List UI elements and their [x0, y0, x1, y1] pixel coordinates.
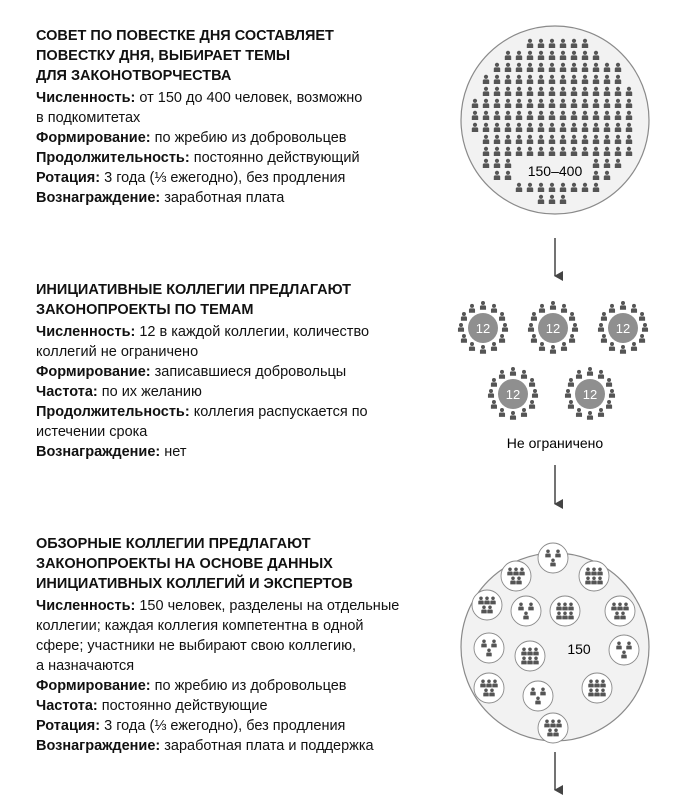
- panel-size-label: 12: [582, 387, 598, 402]
- person-icon: [598, 323, 604, 332]
- person-icon: [491, 304, 497, 313]
- row-reward: Вознаграждение: заработная плата и поддержка: [36, 738, 374, 754]
- person-icon: [499, 408, 505, 417]
- person-icon: [572, 323, 578, 332]
- person-icon: [568, 400, 574, 409]
- person-icon: [609, 304, 615, 313]
- person-icon: [561, 304, 567, 313]
- person-icon: [491, 378, 497, 387]
- row-size-cont: коллегии; каждая коллегия компетентна в одной: [36, 618, 364, 634]
- agenda-council-circle: [461, 26, 649, 214]
- person-icon: [601, 334, 607, 343]
- row-size-cont: в подкомитетах: [36, 110, 141, 126]
- person-icon: [510, 367, 516, 376]
- person-icon: [587, 367, 593, 376]
- row-formation: Формирование: записавшиеся добровольцы: [36, 364, 347, 380]
- person-icon: [642, 323, 648, 332]
- row-reward: Вознаграждение: заработная плата: [36, 190, 285, 206]
- row-frequency: Частота: постоянно действующие: [36, 698, 268, 714]
- person-icon: [606, 378, 612, 387]
- person-icon: [491, 400, 497, 409]
- row-size: Численность: 150 человек, разделены на отдельные: [36, 598, 400, 614]
- person-icon: [499, 370, 505, 379]
- initiative-caption: Не ограничено: [506, 435, 604, 451]
- row-size-cont-3: а назначаются: [36, 658, 135, 674]
- panel-size-label: 12: [615, 321, 631, 336]
- person-icon: [480, 301, 486, 310]
- person-icon: [480, 345, 486, 354]
- initiative-panel: [488, 367, 538, 420]
- person-icon: [529, 400, 535, 409]
- review-panel: [515, 641, 545, 671]
- person-icon: [561, 342, 567, 351]
- initiative-panel: [458, 301, 508, 354]
- person-icon: [550, 301, 556, 310]
- person-icon: [569, 312, 575, 321]
- review-panel: [582, 673, 612, 703]
- person-icon: [531, 312, 537, 321]
- row-formation: Формирование: по жребию из добровольцев: [36, 678, 347, 694]
- row-size-cont: коллегий не ограничено: [36, 344, 199, 360]
- person-icon: [569, 334, 575, 343]
- person-icon: [469, 342, 475, 351]
- review-panels-circle: [461, 543, 649, 743]
- row-duration: Продолжительность: коллегия распускается по: [36, 404, 368, 420]
- person-icon: [568, 378, 574, 387]
- review-panel: [501, 561, 531, 591]
- person-icon: [539, 342, 545, 351]
- initiative-panels-heading: ИНИЦИАТИВНЫЕ КОЛЛЕГИИ ПРЕДЛАГАЮТ ЗАКОНОПРОЕКТЫ ПО ТЕМАМ: [36, 282, 352, 318]
- council-count-label: 150–400: [527, 163, 583, 179]
- person-icon: [469, 304, 475, 313]
- review-panel: [474, 633, 504, 663]
- person-icon: [620, 345, 626, 354]
- panel-size-label: 12: [505, 387, 521, 402]
- row-duration-cont: истечении срока: [36, 424, 148, 440]
- person-icon: [461, 312, 467, 321]
- person-icon: [576, 370, 582, 379]
- person-icon: [587, 411, 593, 420]
- person-icon: [576, 408, 582, 417]
- person-icon: [601, 312, 607, 321]
- person-icon: [461, 334, 467, 343]
- row-duration: Продолжительность: постоянно действующий: [36, 150, 360, 166]
- person-icon: [565, 389, 571, 398]
- review-panel: [474, 673, 504, 703]
- agenda-council-heading: СОВЕТ ПО ПОВЕСТКЕ ДНЯ СОСТАВЛЯЕТ ПОВЕСТКУ ДНЯ, ВЫБИРАЕТ ТЕМЫ ДЛЯ ЗАКОНОТВОРЧЕСТВА: [36, 28, 334, 84]
- person-icon: [631, 304, 637, 313]
- review-panel: [538, 713, 568, 743]
- review-panel: [538, 543, 568, 573]
- person-icon: [609, 342, 615, 351]
- person-icon: [458, 323, 464, 332]
- initiative-panel: [528, 301, 578, 354]
- row-rotation: Ротация: 3 года (⅓ ежегодно), без продления: [36, 170, 346, 186]
- person-icon: [532, 389, 538, 398]
- person-icon: [606, 400, 612, 409]
- person-icon: [620, 301, 626, 310]
- initiative-panel: [565, 367, 615, 420]
- person-icon: [631, 342, 637, 351]
- person-icon: [491, 342, 497, 351]
- review-panel: [472, 590, 502, 620]
- person-icon: [598, 370, 604, 379]
- person-icon: [499, 312, 505, 321]
- person-icon: [521, 408, 527, 417]
- person-icon: [502, 323, 508, 332]
- person-icon: [639, 312, 645, 321]
- review-panel: [579, 561, 609, 591]
- row-formation: Формирование: по жребию из добровольцев: [36, 130, 347, 146]
- review-panel: [511, 596, 541, 626]
- person-icon: [488, 389, 494, 398]
- person-icon: [510, 411, 516, 420]
- person-icon: [499, 334, 505, 343]
- review-panels-heading: ОБЗОРНЫЕ КОЛЛЕГИИ ПРЕДЛАГАЮТ ЗАКОНОПРОЕКТЫ НА ОСНОВЕ ДАННЫХ ИНИЦИАТИВНЫХ КОЛЛЕГИЙ И ЭКСПЕРТОВ: [36, 536, 353, 592]
- review-panel: [550, 596, 580, 626]
- initiative-panel: [598, 301, 648, 354]
- person-icon: [528, 323, 534, 332]
- initiative-panels-groups: [458, 301, 648, 420]
- person-icon: [550, 345, 556, 354]
- person-icon: [521, 370, 527, 379]
- row-size-cont-2: сфере; участники не выбирают свою коллегию,: [36, 638, 357, 654]
- panel-size-label: 12: [545, 321, 561, 336]
- person-icon: [598, 408, 604, 417]
- review-count-label: 150: [567, 641, 591, 657]
- person-icon: [539, 304, 545, 313]
- row-reward: Вознаграждение: нет: [36, 444, 187, 460]
- panel-size-label: 12: [475, 321, 491, 336]
- review-panel: [523, 681, 553, 711]
- review-panel: [609, 635, 639, 665]
- person-icon: [609, 389, 615, 398]
- row-size: Численность: 12 в каждой коллегии, количество: [36, 324, 370, 340]
- row-frequency: Частота: по их желанию: [36, 384, 202, 400]
- review-panel: [605, 596, 635, 626]
- row-rotation: Ротация: 3 года (⅓ ежегодно), без продления: [36, 718, 346, 734]
- person-icon: [639, 334, 645, 343]
- person-icon: [529, 378, 535, 387]
- person-icon: [531, 334, 537, 343]
- row-size: Численность: от 150 до 400 человек, возможно: [36, 90, 363, 106]
